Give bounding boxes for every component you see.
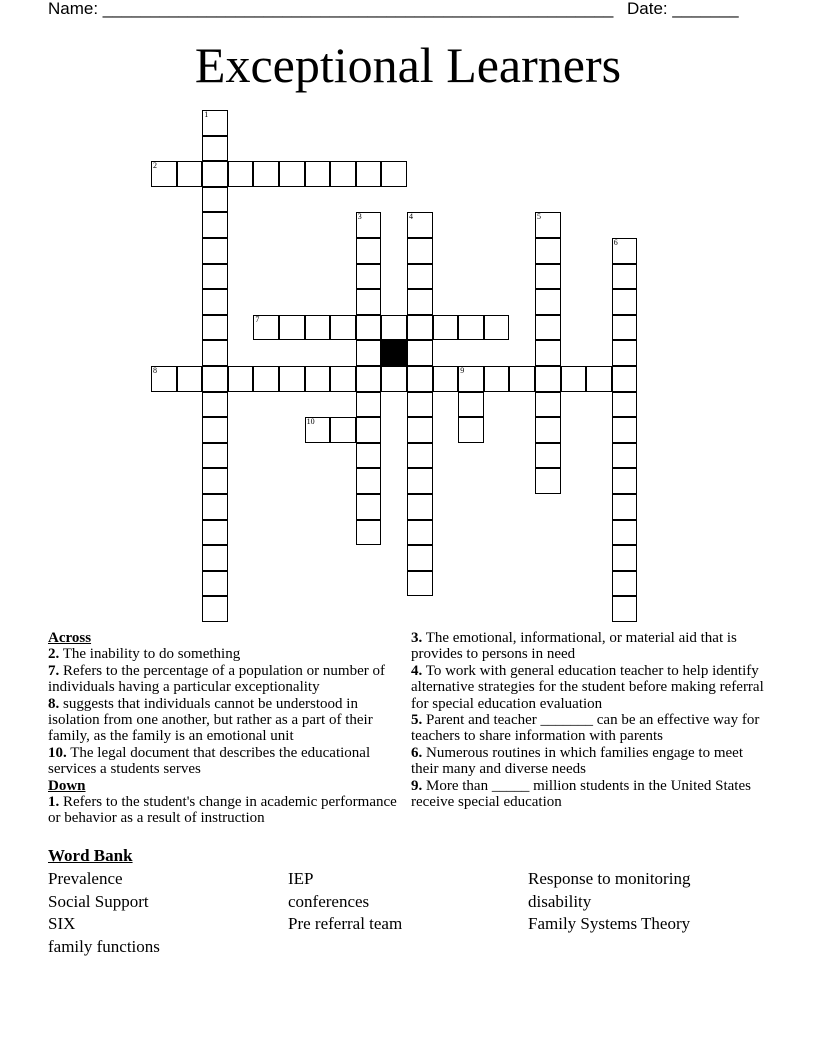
crossword-cell[interactable] xyxy=(433,366,459,392)
crossword-cell[interactable] xyxy=(458,392,484,418)
crossword-cell[interactable] xyxy=(177,366,203,392)
word-bank-item: Prevalence xyxy=(48,869,123,888)
crossword-cell[interactable] xyxy=(202,110,228,136)
crossword-cell[interactable] xyxy=(407,443,433,469)
crossword-cell[interactable] xyxy=(612,289,638,315)
crossword-cell[interactable] xyxy=(407,366,433,392)
crossword-cell[interactable] xyxy=(612,468,638,494)
word-bank-item: SIX xyxy=(48,914,76,933)
crossword-cell[interactable] xyxy=(612,520,638,546)
crossword-cell[interactable] xyxy=(202,494,228,520)
crossword-cell[interactable] xyxy=(535,468,561,494)
clue-across-7: 7. Refers to the percentage of a population or number of individuals having a particular exceptionality xyxy=(48,662,385,696)
crossword-cell[interactable] xyxy=(407,212,433,238)
crossword-cell[interactable] xyxy=(612,545,638,571)
crossword-cell[interactable] xyxy=(228,366,254,392)
clues-column-left xyxy=(48,630,408,827)
crossword-cell[interactable] xyxy=(535,340,561,366)
crossword-cell[interactable] xyxy=(356,289,382,315)
word-bank-title: Word Bank xyxy=(48,846,133,865)
crossword-cell[interactable] xyxy=(458,366,484,392)
crossword-cell[interactable] xyxy=(612,392,638,418)
crossword-cell[interactable] xyxy=(535,366,561,392)
crossword-cell[interactable] xyxy=(202,212,228,238)
clue-down-1: 1. Refers to the student's change in academic performance or behavior as a result of instruction xyxy=(48,794,397,827)
crossword-cell[interactable] xyxy=(407,289,433,315)
crossword-cell[interactable] xyxy=(356,443,382,469)
word-bank-item: conferences xyxy=(288,892,370,911)
crossword-cell[interactable] xyxy=(202,136,228,162)
crossword-block xyxy=(381,340,407,366)
crossword-cell[interactable] xyxy=(586,366,612,392)
clue-across-2: 2. The inability to do something xyxy=(48,646,241,663)
crossword-cell[interactable] xyxy=(535,238,561,264)
crossword-cell[interactable] xyxy=(612,340,638,366)
crossword-cell[interactable] xyxy=(202,187,228,213)
crossword-cell[interactable] xyxy=(356,468,382,494)
word-bank-item: Social Support xyxy=(48,892,149,911)
crossword-cell[interactable] xyxy=(612,596,638,622)
clue-down-9: 9. More than _____ million students in the United States receive special education xyxy=(411,777,751,811)
crossword-cell[interactable] xyxy=(356,417,382,443)
crossword-cell[interactable] xyxy=(612,366,638,392)
crossword-cell[interactable] xyxy=(407,340,433,366)
clue-number: 8 xyxy=(153,366,157,375)
crossword-cell[interactable] xyxy=(535,417,561,443)
crossword-cell[interactable] xyxy=(330,315,356,341)
crossword-cell[interactable] xyxy=(356,366,382,392)
crossword-cell[interactable] xyxy=(381,161,407,187)
crossword-cell[interactable] xyxy=(356,392,382,418)
crossword-cell[interactable] xyxy=(535,443,561,469)
clue-across-10: 10. The legal document that describes the educational services a students serves xyxy=(48,744,371,778)
crossword-cell[interactable] xyxy=(202,366,228,392)
crossword-cell[interactable] xyxy=(305,417,331,443)
crossword-cell[interactable] xyxy=(151,161,177,187)
crossword-cell[interactable] xyxy=(509,366,535,392)
crossword-cell[interactable] xyxy=(458,315,484,341)
crossword-cell[interactable] xyxy=(305,161,331,187)
crossword-cell[interactable] xyxy=(356,161,382,187)
word-bank-item: IEP xyxy=(288,869,314,888)
crossword-cell[interactable] xyxy=(381,366,407,392)
crossword-cell[interactable] xyxy=(202,571,228,597)
clue-number: 2 xyxy=(153,161,157,171)
crossword-cell[interactable] xyxy=(356,494,382,520)
clue-across-8: 8. suggests that individuals cannot be understood in isolation from one another, but rather as a part of their family, as the family is an emotional unit xyxy=(48,695,373,745)
crossword-cell[interactable] xyxy=(202,340,228,366)
crossword-cell[interactable] xyxy=(202,545,228,571)
crossword-cell[interactable] xyxy=(253,315,279,341)
word-bank-item: disability xyxy=(528,892,592,911)
crossword-cell[interactable] xyxy=(535,264,561,290)
word-bank-item: Response to monitoring xyxy=(528,869,691,888)
crossword-cell[interactable] xyxy=(202,315,228,341)
crossword-cell[interactable] xyxy=(535,315,561,341)
crossword-cell[interactable] xyxy=(228,161,254,187)
crossword-cell[interactable] xyxy=(612,238,638,264)
crossword-cell[interactable] xyxy=(356,315,382,341)
crossword-cell[interactable] xyxy=(202,264,228,290)
crossword-cell[interactable] xyxy=(330,161,356,187)
crossword-cell[interactable] xyxy=(202,289,228,315)
clue-number: 1 xyxy=(204,110,209,119)
crossword-cell[interactable] xyxy=(177,161,203,187)
crossword-cell[interactable] xyxy=(356,212,382,238)
crossword-cell[interactable] xyxy=(151,366,177,392)
word-bank-item: Pre referral team xyxy=(288,914,403,933)
crossword-cell[interactable] xyxy=(535,289,561,315)
crossword-cell[interactable] xyxy=(279,315,305,341)
crossword-cell[interactable] xyxy=(356,520,382,546)
crossword-cell[interactable] xyxy=(279,161,305,187)
clue-number: 6 xyxy=(613,238,618,247)
crossword-cell[interactable] xyxy=(407,494,433,520)
clue-number: 5 xyxy=(537,212,541,222)
crossword-cell[interactable] xyxy=(433,315,459,341)
crossword-cell[interactable] xyxy=(356,238,382,264)
crossword-cell[interactable] xyxy=(356,264,382,290)
crossword-cell[interactable] xyxy=(202,392,228,418)
crossword-cell[interactable] xyxy=(407,238,433,264)
clue-down-5: 5. Parent and teacher _______ can be an effective way for teachers to share information with parents xyxy=(411,712,760,745)
crossword-cell[interactable] xyxy=(612,264,638,290)
crossword-cell[interactable] xyxy=(407,315,433,341)
crossword-cell[interactable] xyxy=(330,417,356,443)
crossword-cell[interactable] xyxy=(458,417,484,443)
word-bank-item: Family Systems Theory xyxy=(528,914,691,933)
clue-down-4: 4. To work with general education teacher to help identify alternative strategies for the student before making referral for special education evaluation xyxy=(411,662,764,712)
name-field-label: Name: ______________________________________________________ xyxy=(48,0,614,18)
crossword-cell[interactable] xyxy=(279,366,305,392)
crossword-cell[interactable] xyxy=(535,392,561,418)
crossword-cell[interactable] xyxy=(202,443,228,469)
crossword-cell[interactable] xyxy=(330,366,356,392)
crossword-cell[interactable] xyxy=(253,161,279,187)
clue-down-6: 6. Numerous routines in which families engage to meet their many and diverse needs xyxy=(411,744,743,778)
crossword-cell[interactable] xyxy=(612,417,638,443)
crossword-cell[interactable] xyxy=(305,366,331,392)
down-heading: Down xyxy=(48,777,86,794)
crossword-cell[interactable] xyxy=(407,264,433,290)
crossword-cell[interactable] xyxy=(202,468,228,494)
crossword-cell[interactable] xyxy=(253,366,279,392)
crossword-cell[interactable] xyxy=(202,417,228,443)
crossword-cell[interactable] xyxy=(202,596,228,622)
crossword-cell[interactable] xyxy=(535,212,561,238)
crossword-cell[interactable] xyxy=(612,315,638,341)
crossword-cell[interactable] xyxy=(561,366,587,392)
clue-number: 7 xyxy=(255,314,260,324)
across-heading: Across xyxy=(48,630,92,646)
crossword-cell[interactable] xyxy=(381,315,407,341)
crossword-cell[interactable] xyxy=(407,392,433,418)
page-title: Exceptional Learners xyxy=(194,37,622,93)
crossword-cell[interactable] xyxy=(612,494,638,520)
crossword-cell[interactable] xyxy=(356,340,382,366)
crossword-cell[interactable] xyxy=(407,571,433,597)
date-field-label: Date: _______ xyxy=(627,0,739,18)
crossword-cell[interactable] xyxy=(407,468,433,494)
crossword-cell[interactable] xyxy=(407,545,433,571)
clue-number: 9 xyxy=(460,366,465,375)
crossword-cell[interactable] xyxy=(202,238,228,264)
clue-number: 10 xyxy=(306,417,315,427)
clue-number: 4 xyxy=(409,212,413,222)
crossword-cell[interactable] xyxy=(484,366,510,392)
crossword-cell[interactable] xyxy=(484,315,510,341)
crossword-cell[interactable] xyxy=(407,417,433,443)
crossword-cell[interactable] xyxy=(612,443,638,469)
word-bank-item: family functions xyxy=(48,937,160,956)
crossword-cell[interactable] xyxy=(407,520,433,546)
clue-down-3: 3. The emotional, informational, or material aid that is provides to persons in need xyxy=(411,630,737,663)
crossword-cell[interactable] xyxy=(612,571,638,597)
clue-number: 3 xyxy=(357,212,362,222)
crossword-cell[interactable] xyxy=(202,161,228,187)
crossword-cell[interactable] xyxy=(202,520,228,546)
crossword-cell[interactable] xyxy=(305,315,331,341)
clues-column-right xyxy=(411,630,771,810)
